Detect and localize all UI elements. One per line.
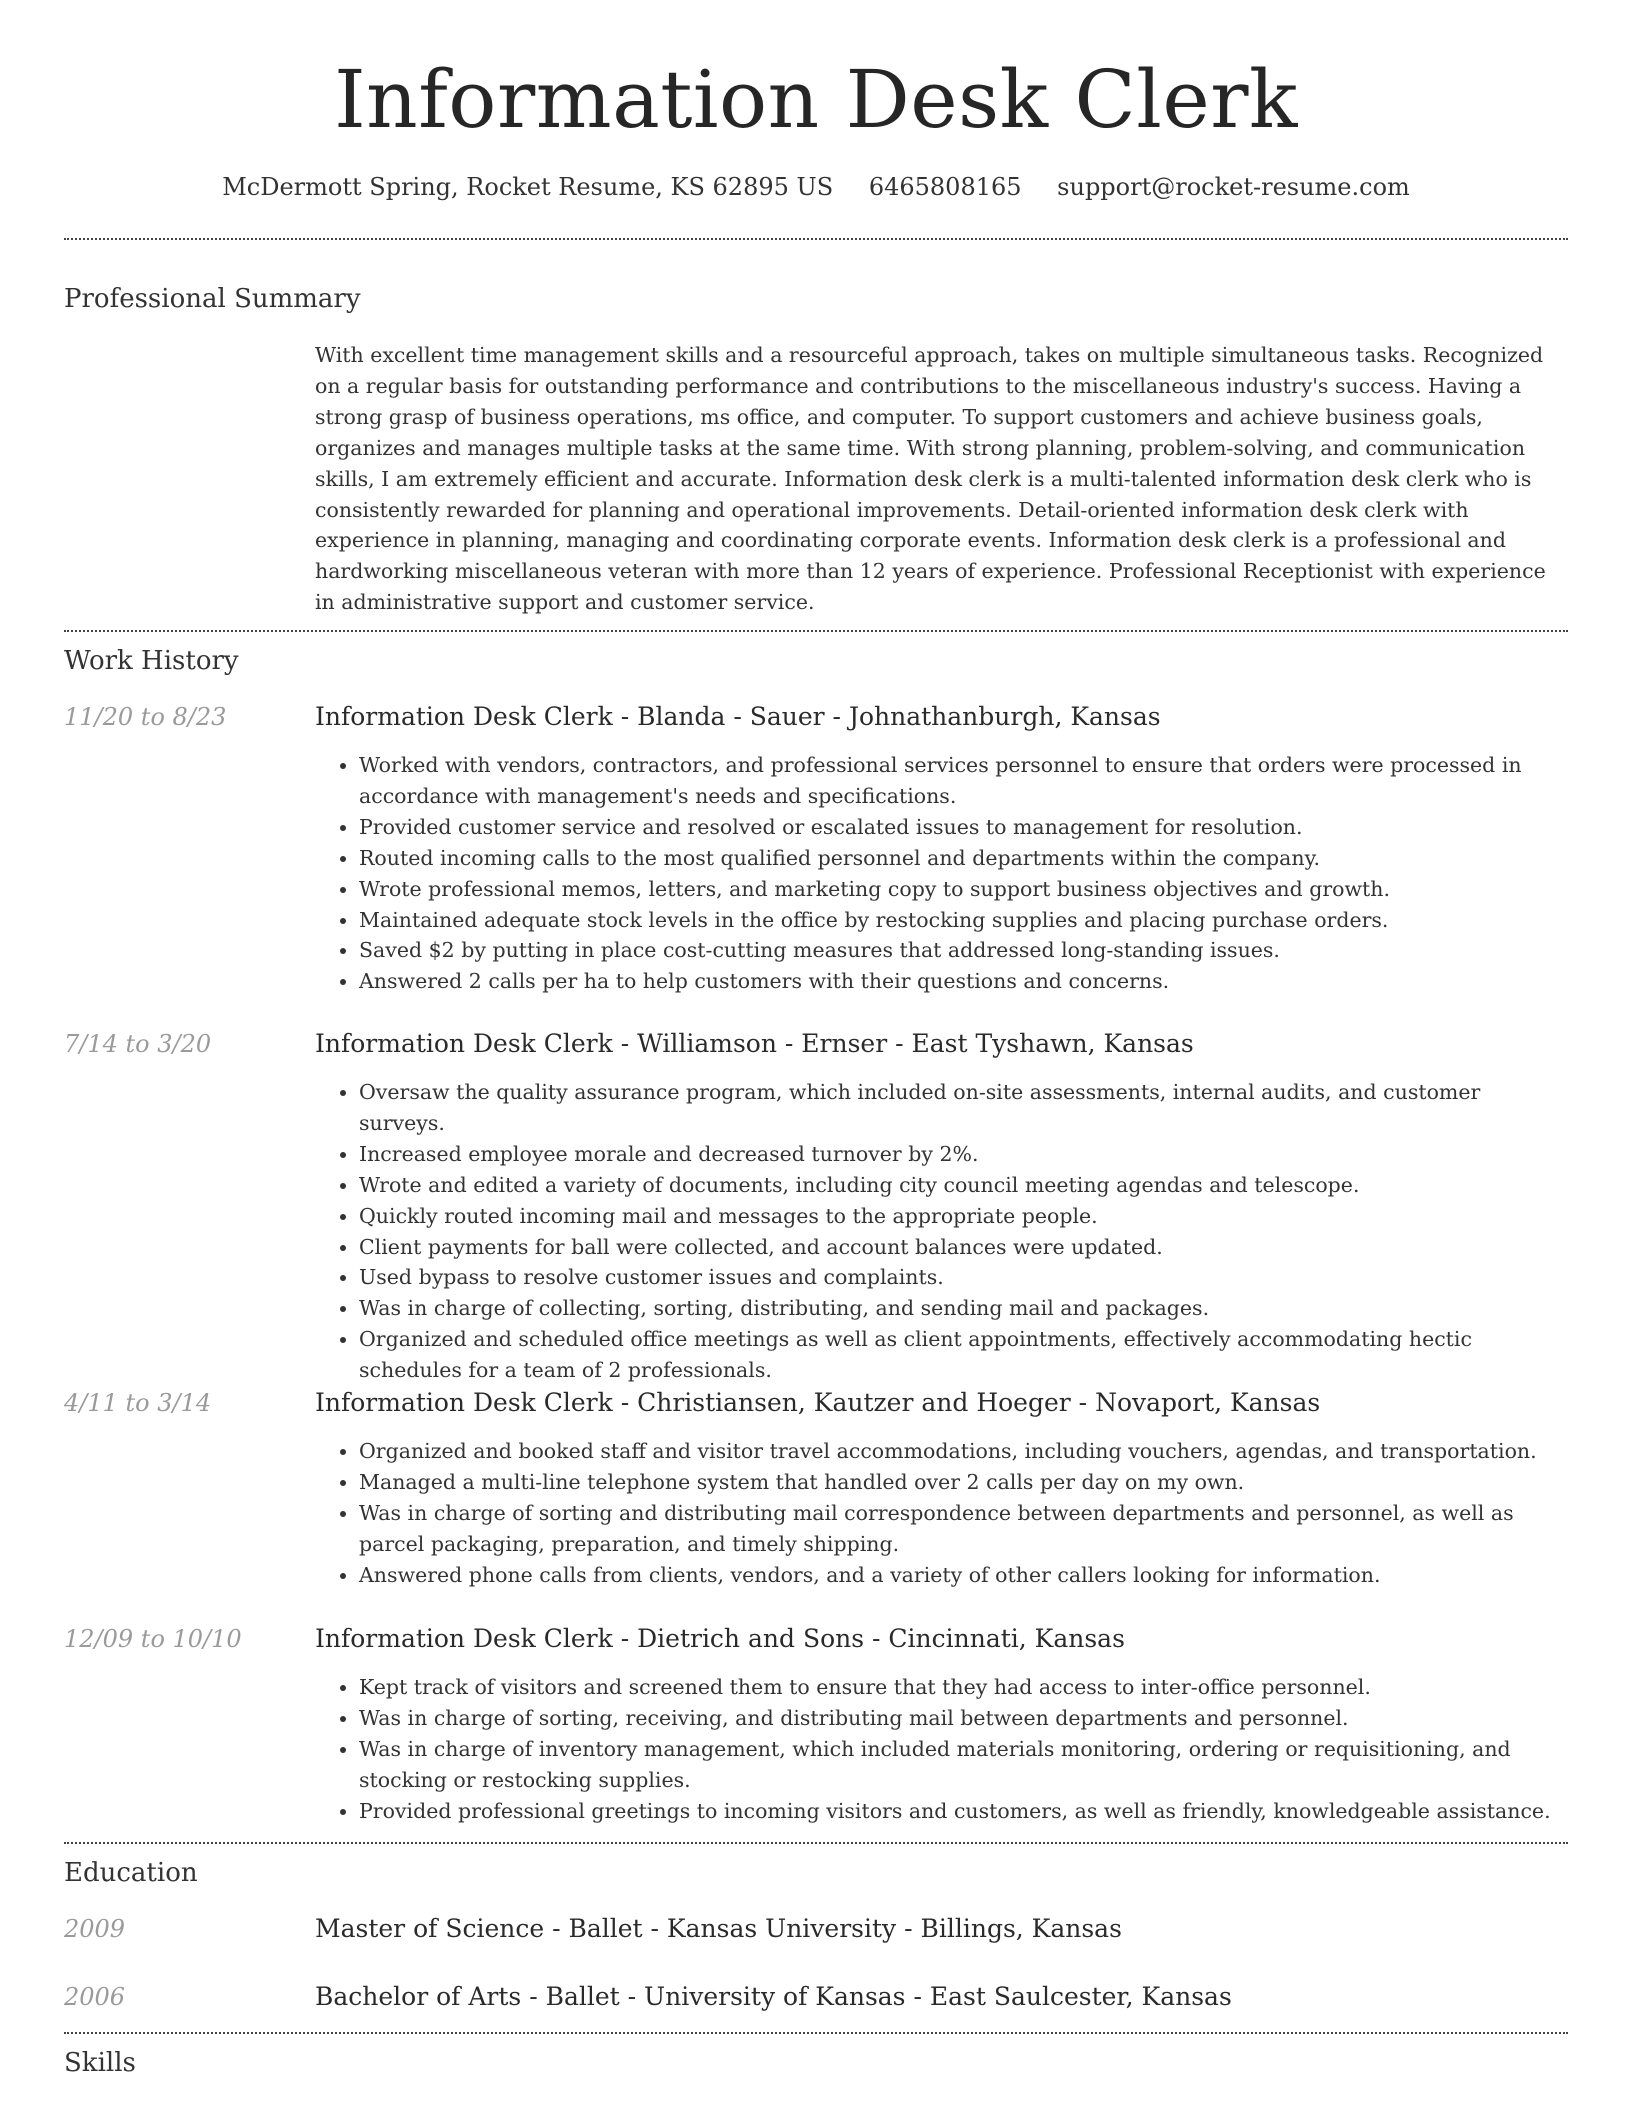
job-bullet: • Increased employee morale and decreased turnover by 2%. [359,1139,1568,1170]
job-title: Information Desk Clerk - Dietrich and Sons - Cincinnati, Kansas [315,1624,1125,1653]
section-divider [64,630,1568,632]
job-bullet: • Quickly routed incoming mail and messages to the appropriate people. [359,1201,1568,1232]
job-bullet: • Used bypass to resolve customer issues and complaints. [359,1262,1568,1293]
contact-line [0,170,1632,204]
job-bullet: • Routed incoming calls to the most qualified personnel and departments within the company. [359,843,1568,874]
contact-phone: 6465808165 [868,173,1022,201]
education-degree: Master of Science - Ballet - Kansas University - Billings, Kansas [315,1914,1122,1943]
education-year: 2009 [64,1915,126,1943]
job-bullet: • Organized and scheduled office meetings as well as client appointments, effectively accommodating hectic schedules for a team of 2 professionals. [359,1324,1568,1386]
job-bullet: • Was in charge of collecting, sorting, distributing, and sending mail and packages. [359,1293,1568,1324]
job-title: Information Desk Clerk - Blanda - Sauer - Johnathanburgh, Kansas [315,702,1161,731]
job-bullet: • Managed a multi-line telephone system that handled over 2 calls per day on my own. [359,1467,1568,1498]
section-divider [64,1842,1568,1844]
summary-heading: Professional Summary [64,284,361,314]
job-bullets [315,1672,1568,1827]
education-year: 2006 [64,1983,126,2011]
summary-text: With excellent time management skills and a resourceful approach, takes on multiple simultaneous tasks. Recognized on a regular basis for outstanding performance and contributions to the miscellaneous industry's success. Having a strong grasp of business operations, ms office, and computer. To support customers and achieve business goals, organizes and manages multiple tasks at the same time. With strong planning, problem-solving, and communication skills, I am extremely efficient and accurate. Information desk clerk is a multi-talented information desk clerk who is consistently rewarded for planning and operational improvements. Detail-oriented information desk clerk with experience in planning, managing and coordinating corporate events. Information desk clerk is a professional and hardworking miscellaneous veteran with more than 12 years of experience. Professional Receptionist with experience in administrative support and customer service. [315,343,1546,615]
job-bullet: • Was in charge of sorting and distributing mail correspondence between departments and personnel, as well as parcel packaging, preparation, and timely shipping. [359,1498,1568,1560]
job-bullet: • Client payments for ball were collected, and account balances were updated. [359,1232,1568,1263]
job-bullet: • Organized and booked staff and visitor travel accommodations, including vouchers, agendas, and transportation. [359,1436,1568,1467]
job-dates: 11/20 to 8/23 [64,703,227,731]
job-bullet: • Was in charge of inventory management, which included materials monitoring, ordering or requisitioning, and stocking or restocking supplies. [359,1734,1568,1796]
skills-heading: Skills [64,2048,136,2078]
job-dates: 7/14 to 3/20 [64,1030,212,1058]
job-bullets [315,1436,1568,1591]
job-dates: 12/09 to 10/10 [64,1625,242,1653]
job-bullet: • Saved $2 by putting in place cost-cutting measures that addressed long-standing issues. [359,935,1568,966]
contact-email: support@rocket-resume.com [1057,173,1410,201]
resume-name: Information Desk Clerk [334,53,1298,146]
education-heading: Education [64,1858,198,1888]
job-title: Information Desk Clerk - Christiansen, Kautzer and Hoeger - Novaport, Kansas [315,1388,1321,1417]
job-bullet: • Wrote professional memos, letters, and marketing copy to support business objectives and growth. [359,874,1568,905]
job-bullet: • Was in charge of sorting, receiving, and distributing mail between departments and personnel. [359,1703,1568,1734]
job-bullet: • Provided customer service and resolved or escalated issues to management for resolution. [359,812,1568,843]
job-bullets [315,1077,1568,1386]
education-degree: Bachelor of Arts - Ballet - University of Kansas - East Saulcester, Kansas [315,1982,1232,2011]
section-divider [64,2032,1568,2034]
job-bullet: • Answered 2 calls per ha to help customers with their questions and concerns. [359,966,1568,997]
job-bullet: • Wrote and edited a variety of documents, including city council meeting agendas and telescope. [359,1170,1568,1201]
job-title: Information Desk Clerk - Williamson - Ernser - East Tyshawn, Kansas [315,1029,1194,1058]
job-bullet: • Kept track of visitors and screened them to ensure that they had access to inter-office personnel. [359,1672,1568,1703]
job-bullet: • Answered phone calls from clients, vendors, and a variety of other callers looking for information. [359,1560,1568,1591]
work-history-heading: Work History [64,646,239,676]
job-bullet: • Worked with vendors, contractors, and professional services personnel to ensure that orders were processed in accordance with management's needs and specifications. [359,750,1568,812]
job-bullet: • Maintained adequate stock levels in the office by restocking supplies and placing purchase orders. [359,905,1568,936]
job-bullets [315,750,1568,997]
section-divider [64,238,1568,240]
job-bullet: • Provided professional greetings to incoming visitors and customers, as well as friendly, knowledgeable assistance. [359,1796,1568,1827]
contact-address: McDermott Spring, Rocket Resume, KS 62895 US [222,173,834,201]
job-dates: 4/11 to 3/14 [64,1389,212,1417]
job-bullet: • Oversaw the quality assurance program, which included on-site assessments, internal audits, and customer surveys. [359,1077,1568,1139]
